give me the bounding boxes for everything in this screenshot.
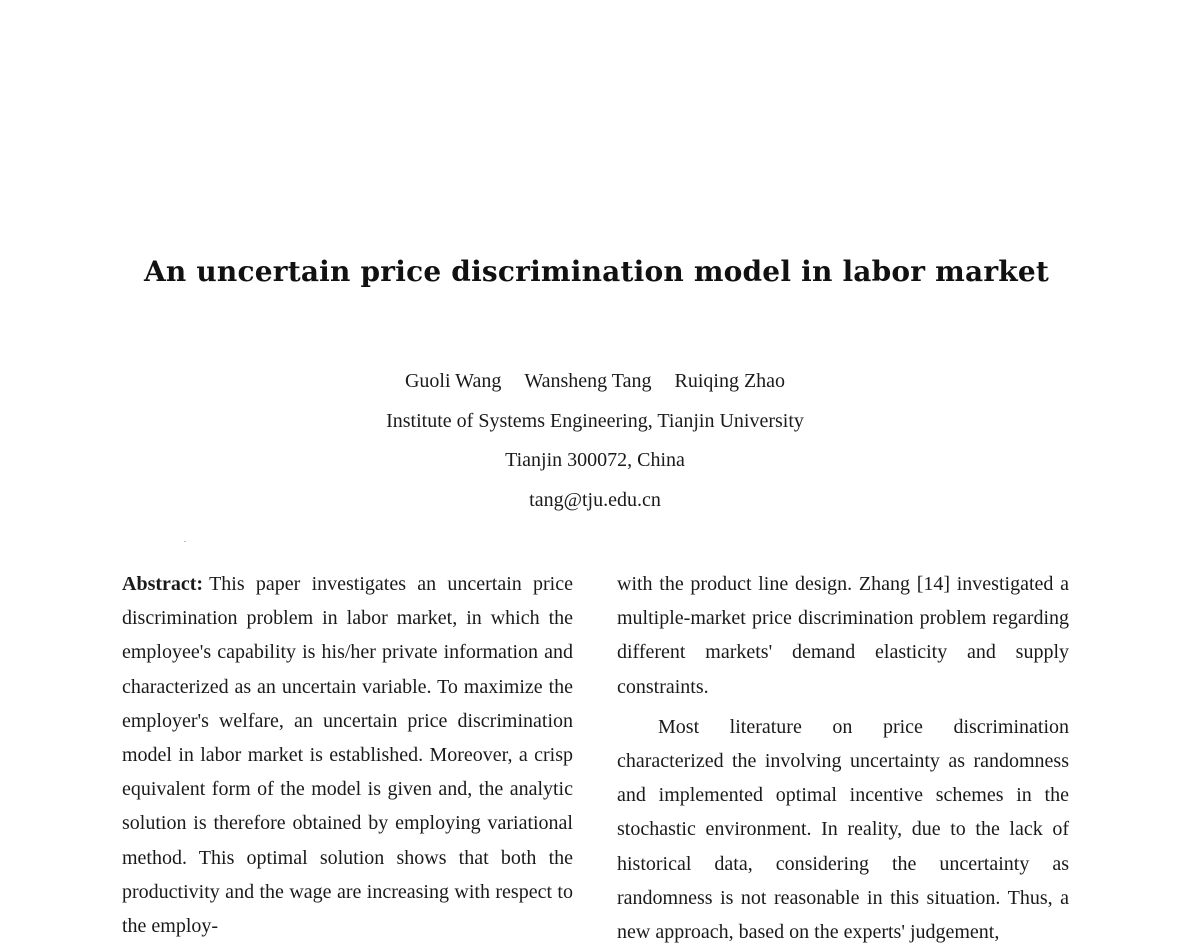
abstract-paragraph (122, 567, 573, 943)
author-name: Ruiqing Zhao (674, 370, 786, 392)
paper-title: An uncertain price discrimination model in labor market (143, 255, 1050, 288)
author-name: Wansheng Tang (524, 370, 652, 392)
email: tang@tju.edu.cn (529, 488, 661, 511)
right-column (617, 567, 1069, 949)
author-list (0, 362, 1190, 402)
address: Tianjin 300072, China (505, 449, 685, 471)
left-column (122, 567, 573, 943)
author-name: Guoli Wang (404, 370, 502, 392)
abstract-label: Abstract: (122, 573, 204, 595)
body-paragraph-1: with the product line design. Zhang [14] investigated a multiple-market price discrimination problem regarding different markets' demand elasticity and supply constraints. (617, 573, 1069, 698)
scan-speck (184, 541, 186, 542)
affiliation: Institute of Systems Engineering, Tianjin University (386, 409, 804, 432)
author-info (0, 362, 1190, 520)
abstract-text: This paper investigates an uncertain price discrimination problem in labor market, in which the employee's capability is his/her private information and characterized as an uncertain variable. To maximize the employer's welfare, an uncertain price discrimination model in labor market is established. Moreover, a crisp equivalent form of the model is given and, the analytic solution is therefore obtained by employing variational method. This optimal solution shows that both the productivity and the wage are increasing with respect to the employ- (122, 573, 573, 938)
body-paragraph-2: Most literature on price discrimination characterized the involving uncertainty as randomness and implemented optimal incentive schemes in the stochastic environment. In reality, due to the lack of historical data, considering the uncertainty as randomness is not reasonable in this situation. Thus, a new approach, based on the experts' judgement, (617, 715, 1069, 944)
